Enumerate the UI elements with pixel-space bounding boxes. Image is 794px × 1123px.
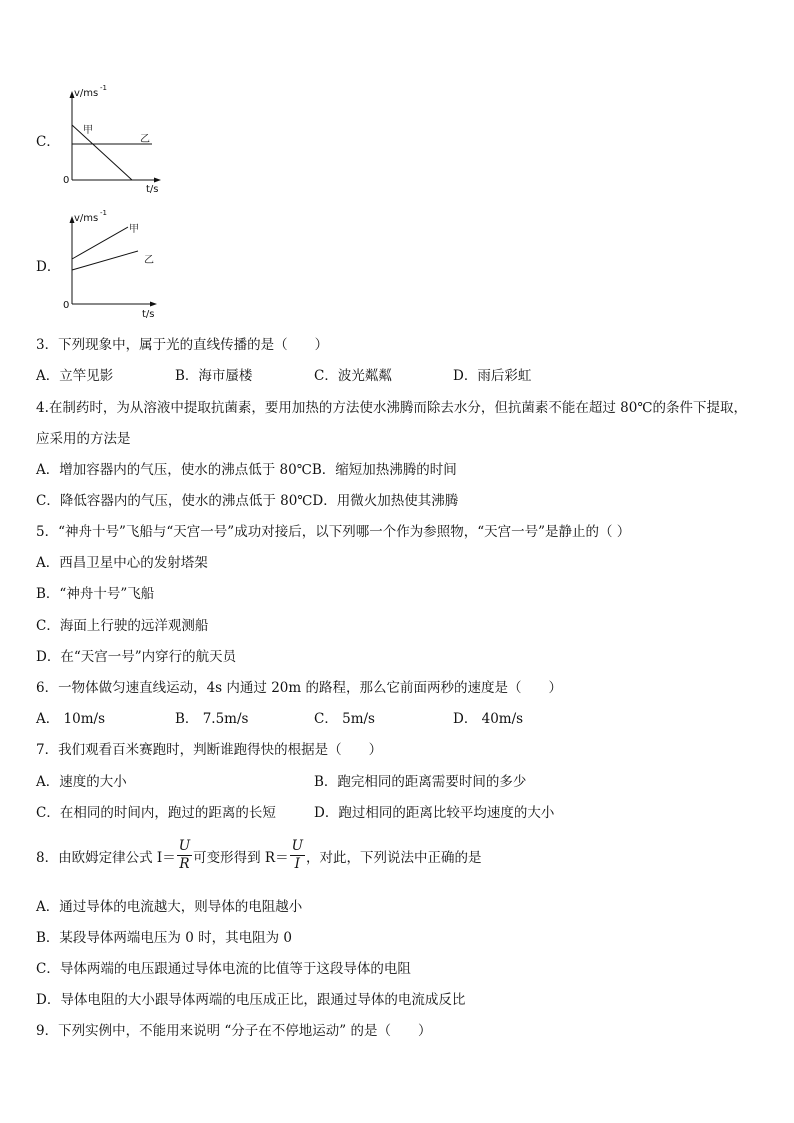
question-8-prefix: 8．由欧姆定律公式 I＝ [36, 849, 176, 866]
x-axis-arrow [154, 178, 161, 183]
question-7-option-a[interactable]: A．速度的大小 [36, 774, 127, 790]
question-8-option-c[interactable]: C．导体两端的电压跟通过导体电流的比值等于这段导体的电阻 [36, 961, 411, 977]
question-5-option-a[interactable]: A．西昌卫星中心的发射塔架 [36, 555, 208, 571]
question-3-option-a[interactable]: A．立竿见影 [36, 368, 114, 384]
question-7-option-b[interactable]: B．跑完相同的距离需要时间的多少 [314, 774, 527, 790]
question-8-option-a[interactable]: A．通过导体的电流越大，则导体的电阻越小 [36, 899, 303, 915]
question-6-option-a[interactable]: A． 10m/s [36, 711, 105, 727]
question-8-stem [36, 838, 481, 873]
y-axis-label: v/ms [74, 88, 99, 99]
question-6-option-b[interactable]: B． 7.5m/s [175, 711, 249, 727]
fraction-numerator: U [178, 838, 191, 854]
line-yi-label: 乙 [144, 255, 154, 266]
line-jia-label: 甲 [129, 224, 139, 235]
question-3-stem: 3．下列现象中，属于光的直线传播的是（ ） [36, 337, 329, 353]
question-6-stem: 6．一物体做匀速直线运动，4s 内通过 20m 的路程，那么它前面两秒的速度是（ ） [36, 680, 562, 696]
ohm-law-fraction-u-over-r [177, 838, 192, 873]
origin-label: 0 [63, 175, 70, 186]
question-9-stem: 9．下列实例中，不能用来说明 “分子在不停地运动” 的是（ ） [36, 1023, 432, 1039]
question-7-stem: 7．我们观看百米赛跑时，判断谁跑得快的根据是（ ） [36, 742, 383, 758]
question-4-options-row2[interactable]: C．降低容器内的气压，使水的沸点低于 80℃D．用微火加热使其沸腾 [36, 493, 459, 509]
question-6-option-d[interactable]: D． 40m/s [453, 711, 524, 727]
y-axis-superscript: -1 [100, 84, 107, 92]
x-axis-arrow [150, 302, 157, 307]
question-8-option-b[interactable]: B．某段导体两端电压为 0 时，其电阻为 0 [36, 930, 292, 946]
question-5-option-d[interactable]: D．在“天宫一号”内穿行的航天员 [36, 649, 237, 665]
question-4-stem-line2: 应采用的方法是 [36, 431, 131, 447]
x-axis-label: t/s [142, 309, 155, 320]
question-5-option-b[interactable]: B．“神舟十号”飞船 [36, 586, 155, 602]
velocity-time-graph-d [60, 207, 170, 319]
question-5-option-c[interactable]: C．海面上行驶的远洋观测船 [36, 618, 209, 634]
line-jia [72, 125, 132, 180]
y-axis-superscript: -1 [100, 209, 107, 217]
x-axis-label: t/s [146, 184, 159, 195]
origin-label: 0 [63, 300, 70, 311]
line-yi-label: 乙 [140, 134, 150, 145]
line-jia-label: 甲 [83, 125, 93, 136]
question-8-middle: 可变形得到 R＝ [193, 849, 289, 866]
question-3-option-c[interactable]: C．波光粼粼 [314, 368, 392, 384]
fraction-denominator: I [294, 856, 300, 872]
option-c-label: C． [36, 134, 60, 150]
fraction-denominator: R [179, 856, 190, 872]
velocity-time-graph-c [60, 82, 170, 194]
question-8-option-d[interactable]: D．导体电阻的大小跟导体两端的电压成正比，跟通过导体的电流成反比 [36, 992, 466, 1008]
question-5-stem: 5．“神舟十号”飞船与“天宫一号”成功对接后，以下列哪一个作为参照物，“天宫一号”是静止的（ ） [36, 524, 631, 540]
question-4-options-row1[interactable]: A．增加容器内的气压，使水的沸点低于 80℃B．缩短加热沸腾的时间 [36, 462, 457, 478]
question-8-suffix: ，对此，下列说法中正确的是 [305, 849, 482, 866]
ohm-law-fraction-u-over-i [290, 838, 305, 873]
line-jia [72, 227, 128, 259]
question-7-option-d[interactable]: D．跑过相同的距离比较平均速度的大小 [314, 805, 555, 821]
y-axis-label: v/ms [74, 213, 99, 224]
fraction-numerator: U [291, 838, 303, 854]
question-3-option-d[interactable]: D．雨后彩虹 [453, 368, 532, 384]
question-6-option-c[interactable]: C． 5m/s [314, 711, 375, 727]
question-7-option-c[interactable]: C．在相同的时间内，跑过的距离的长短 [36, 805, 276, 821]
option-d-label: D． [36, 259, 61, 275]
question-4-stem-line1: 4.在制药时，为从溶液中提取抗菌素，要用加热的方法使水沸腾而除去水分，但抗菌素不能在超过 80℃的条件下提取， [36, 400, 747, 416]
question-3-option-b[interactable]: B．海市蜃楼 [175, 368, 253, 384]
